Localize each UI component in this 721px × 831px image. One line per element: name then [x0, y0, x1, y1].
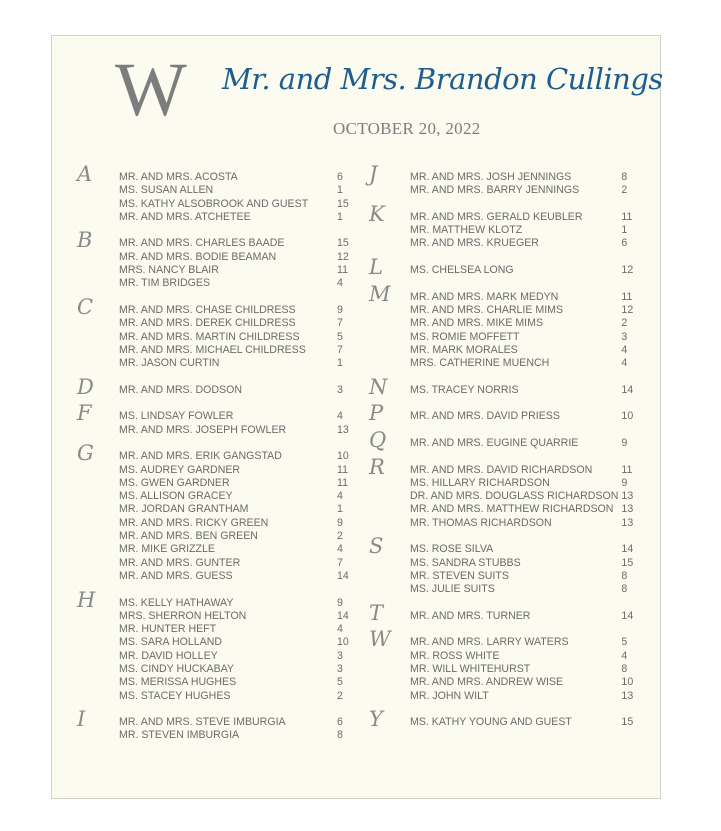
guest-name: MS. SARA HOLLAND	[119, 636, 223, 649]
guest-name: MR. THOMAS RICHARDSON	[410, 516, 552, 529]
guest-row	[369, 357, 641, 370]
guest-name: MS. HILLARY RICHARDSON	[410, 476, 550, 489]
table-number: 13	[621, 490, 634, 503]
guest-name: MR. AND MRS. RICKY GREEN	[119, 516, 269, 529]
table-number: 15	[337, 197, 349, 210]
table-number: 2	[621, 184, 628, 197]
guest-name: MR. AND MRS. BEN GREEN	[119, 530, 258, 543]
table-number: 4	[621, 343, 628, 356]
guest-name: MR. AND MRS. CHARLIE MIMS	[410, 303, 564, 316]
table-number: 6	[337, 716, 343, 729]
guest-name: MS. ROSE SILVA	[410, 543, 494, 556]
guest-row	[77, 597, 357, 610]
letter-group-p	[369, 401, 641, 426]
table-number: 9	[337, 516, 343, 529]
guest-row	[369, 384, 641, 397]
table-number: 3	[337, 662, 343, 675]
table-number: 8	[621, 569, 628, 582]
guest-name: MR. STEVEN IMBURGIA	[119, 729, 240, 742]
guest-row	[369, 304, 641, 317]
guest-row	[77, 557, 357, 570]
guest-name: MR. AND MRS. CHARLES BAADE	[119, 237, 285, 250]
table-number: 11	[621, 290, 633, 303]
guest-name: MR. AND MRS. ACOSTA	[119, 171, 238, 183]
letter-group-h	[77, 587, 357, 703]
guest-name: MS. CHELSEA LONG	[410, 264, 514, 277]
guest-name: MS. MERISSA HUGHES	[119, 676, 237, 689]
guest-row	[369, 184, 641, 197]
table-number: 5	[337, 330, 343, 343]
guest-row	[77, 251, 357, 264]
guest-name: MR. AND MRS. STEVE IMBURGIA	[119, 716, 286, 729]
table-number: 15	[621, 716, 634, 729]
letter-group-i	[77, 707, 357, 743]
letter-group-g	[77, 441, 357, 583]
guest-name: MR. AND MRS. MIKE MIMS	[410, 317, 544, 330]
table-number: 4	[337, 623, 343, 636]
letter-group-y	[369, 707, 641, 732]
table-number: 10	[337, 636, 349, 649]
letter-group-q	[369, 427, 641, 452]
guest-name: MR. AND MRS. MARK MEDYN	[410, 290, 559, 303]
guest-name: MR. HUNTER HEFT	[119, 623, 217, 636]
table-number: 10	[621, 676, 634, 689]
guest-row	[369, 331, 641, 344]
guest-row	[369, 557, 641, 570]
section-letter: Q	[369, 427, 387, 452]
guest-row	[369, 610, 641, 623]
table-number: 6	[621, 237, 628, 250]
guest-row	[369, 437, 641, 450]
guest-name: MR. AND MRS. DODSON	[119, 383, 243, 396]
table-number: 14	[337, 609, 349, 622]
table-number: 9	[337, 596, 343, 609]
guest-row	[77, 171, 357, 184]
guest-row	[369, 663, 641, 676]
guest-row	[369, 171, 641, 184]
guest-row	[369, 224, 641, 237]
guest-row	[369, 543, 641, 556]
guest-name: MR. AND MRS. BARRY JENNINGS	[410, 184, 580, 197]
table-number: 14	[621, 609, 634, 622]
page-title: Mr. and Mrs. Brandon Cullings	[222, 62, 663, 96]
guest-name: DR. AND MRS. DOUGLASS RICHARDSON	[410, 490, 619, 503]
guest-row	[77, 650, 357, 663]
section-letter: G	[77, 441, 94, 466]
guest-name: MR. AND MRS. JOSEPH FOWLER	[119, 423, 287, 436]
guest-name: MR. AND MRS. BODIE BEAMAN	[119, 250, 277, 263]
table-number: 12	[337, 250, 349, 263]
guest-name: MS. AUDREY GARDNER	[119, 463, 241, 476]
table-number: 1	[337, 357, 343, 370]
letter-group-m	[369, 281, 641, 371]
table-number: 10	[337, 450, 349, 463]
guest-row	[77, 424, 357, 437]
guest-row	[77, 517, 357, 530]
table-number: 3	[621, 330, 628, 343]
guest-name: MS. KELLY HATHAWAY	[119, 596, 234, 609]
guest-row	[369, 570, 641, 583]
letter-group-k	[369, 201, 641, 251]
guest-name: MR. ROSS WHITE	[410, 649, 500, 662]
table-number: 2	[337, 689, 343, 702]
guest-row	[77, 663, 357, 676]
table-number: 12	[621, 264, 634, 277]
guest-row	[369, 503, 641, 516]
section-letter: P	[369, 401, 384, 426]
guest-row	[369, 410, 641, 423]
guest-name: MR. AND MRS. LARRY WATERS	[410, 636, 569, 649]
table-number: 9	[621, 436, 628, 449]
guest-row	[77, 543, 357, 556]
guest-row	[369, 676, 641, 689]
guest-name: MR. AND MRS. ERIK GANGSTAD	[119, 450, 282, 463]
guest-row	[77, 623, 357, 636]
guest-name: MR. AND MRS. ANDREW WISE	[410, 676, 564, 689]
table-number: 14	[337, 569, 349, 582]
table-number: 13	[621, 689, 634, 702]
left-column	[77, 162, 357, 756]
table-number: 8	[337, 729, 343, 742]
table-number: 8	[621, 171, 628, 183]
guest-row	[77, 530, 357, 543]
guest-name: MR. AND MRS. GERALD KEUBLER	[410, 210, 583, 223]
guest-row	[77, 331, 357, 344]
guest-name: MS. SUSAN ALLEN	[119, 184, 214, 197]
section-letter: B	[77, 228, 93, 253]
guest-row	[77, 344, 357, 357]
guest-name: MR. STEVEN SUITS	[410, 569, 509, 582]
letter-group-n	[369, 374, 641, 399]
section-letter: I	[77, 707, 86, 732]
section-letter: H	[77, 587, 96, 612]
guest-row	[77, 503, 357, 516]
guest-row	[369, 211, 641, 224]
table-number: 4	[621, 649, 628, 662]
section-letter: C	[77, 294, 94, 319]
table-number: 11	[337, 463, 348, 476]
guest-row	[77, 676, 357, 689]
guest-name: MS. CINDY HUCKABAY	[119, 662, 234, 675]
guest-name: MR. AND MRS. GUNTER	[119, 556, 241, 569]
table-number: 12	[621, 303, 634, 316]
table-number: 10	[621, 410, 634, 423]
letter-group-d	[77, 374, 357, 399]
guest-name: MR. AND MRS. MARTIN CHILDRESS	[119, 330, 300, 343]
guest-name: MRS. NANCY BLAIR	[119, 264, 219, 277]
guest-name: MR. WILL WHITEHURST	[410, 662, 531, 675]
section-letter: J	[369, 162, 378, 186]
guest-row	[77, 464, 357, 477]
guest-name: MR. TIM BRIDGES	[119, 277, 211, 290]
table-number: 14	[621, 543, 634, 556]
guest-name: MR. AND MRS. MICHAEL CHILDRESS	[119, 343, 306, 356]
table-number: 1	[621, 224, 628, 237]
guest-row	[77, 384, 357, 397]
guest-row	[77, 317, 357, 330]
section-letter: K	[369, 201, 385, 226]
letter-group-j	[369, 162, 641, 198]
guest-name: MS. STACEY HUGHES	[119, 689, 231, 702]
letter-group-a	[77, 162, 357, 224]
guest-row	[77, 237, 357, 250]
guest-row	[369, 716, 641, 729]
section-letter: M	[369, 281, 391, 306]
guest-row	[77, 304, 357, 317]
guest-name: MR. JASON CURTIN	[119, 357, 220, 370]
guest-row	[77, 184, 357, 197]
guest-row	[369, 650, 641, 663]
guest-row	[369, 517, 641, 530]
monogram: W	[115, 48, 187, 132]
table-number: 11	[621, 210, 633, 223]
table-number: 1	[337, 210, 343, 223]
guest-name: MR. MIKE GRIZZLE	[119, 543, 215, 556]
guest-row	[77, 729, 357, 742]
right-column	[369, 162, 641, 743]
guest-row	[77, 636, 357, 649]
guest-name: MS. TRACEY NORRIS	[410, 383, 519, 396]
guest-row	[77, 410, 357, 423]
guest-row	[77, 477, 357, 490]
table-number: 15	[337, 237, 349, 250]
guest-name: MS. KATHY YOUNG AND GUEST	[410, 716, 572, 729]
guest-name: MRS. SHERRON HELTON	[119, 609, 247, 622]
table-number: 4	[621, 357, 628, 370]
section-letter: S	[369, 534, 384, 559]
guest-row	[77, 198, 357, 211]
letter-group-s	[369, 534, 641, 596]
table-number: 7	[337, 556, 343, 569]
event-date: OCTOBER 20, 2022	[333, 119, 481, 138]
table-number: 4	[337, 277, 343, 290]
guest-name: MR. JORDAN GRANTHAM	[119, 503, 249, 516]
table-number: 13	[337, 423, 349, 436]
letter-group-c	[77, 294, 357, 370]
table-number: 1	[337, 503, 343, 516]
section-letter: T	[369, 600, 384, 625]
guest-name: MR. AND MRS. EUGINE QUARRIE	[410, 436, 579, 449]
table-number: 3	[337, 649, 343, 662]
letter-group-t	[369, 600, 641, 625]
guest-name: MS. ALLISON GRACEY	[119, 490, 233, 503]
guest-row	[77, 357, 357, 370]
section-letter: L	[369, 255, 383, 280]
guest-name: MRS. CATHERINE MUENCH	[410, 357, 550, 370]
guest-name: MR. AND MRS. JOSH JENNINGS	[410, 171, 572, 183]
guest-name: MR. DAVID HOLLEY	[119, 649, 218, 662]
table-number: 14	[621, 383, 634, 396]
guest-name: MR. MATTHEW KLOTZ	[410, 224, 523, 237]
guest-row	[369, 583, 641, 596]
guest-name: MR. AND MRS. DAVID RICHARDSON	[410, 463, 593, 476]
guest-name: MR. AND MRS. GUESS	[119, 569, 233, 582]
letter-group-w	[369, 627, 641, 702]
section-letter: W	[369, 627, 391, 652]
guest-row	[77, 690, 357, 703]
table-number: 4	[337, 543, 343, 556]
guest-name: MS. LINDSAY FOWLER	[119, 410, 234, 423]
table-number: 8	[621, 583, 628, 596]
guest-row	[77, 716, 357, 729]
guest-name: MR. AND MRS. DEREK CHILDRESS	[119, 317, 296, 330]
table-number: 9	[337, 303, 343, 316]
guest-row	[369, 344, 641, 357]
table-number: 13	[621, 503, 634, 516]
guest-row	[77, 450, 357, 463]
table-number: 8	[621, 662, 628, 675]
guest-row	[77, 264, 357, 277]
table-number: 5	[337, 676, 343, 689]
guest-row	[77, 211, 357, 224]
guest-name: MR. MARK MORALES	[410, 343, 518, 356]
section-letter: D	[77, 374, 94, 399]
section-letter: F	[77, 401, 92, 426]
guest-name: MR. AND MRS. MATTHEW RICHARDSON	[410, 503, 614, 516]
guest-row	[369, 317, 641, 330]
letter-group-l	[369, 255, 641, 280]
section-letter: N	[369, 374, 388, 399]
section-letter: A	[77, 162, 93, 186]
table-number: 2	[621, 317, 628, 330]
guest-name: MR. AND MRS. DAVID PRIESS	[410, 410, 560, 423]
table-number: 2	[337, 530, 343, 543]
guest-row	[369, 291, 641, 304]
guest-name: MR. AND MRS. CHASE CHILDRESS	[119, 303, 296, 316]
letter-group-f	[77, 401, 357, 437]
guest-name: MR. AND MRS. KRUEGER	[410, 237, 539, 250]
table-number: 5	[621, 636, 628, 649]
guest-row	[77, 610, 357, 623]
table-number: 4	[337, 490, 343, 503]
guest-row	[369, 690, 641, 703]
guest-name: MS. GWEN GARDNER	[119, 476, 230, 489]
section-letter: R	[369, 454, 385, 479]
table-number: 13	[621, 516, 634, 529]
table-number: 9	[621, 476, 628, 489]
guest-name: MS. ROMIE MOFFETT	[410, 330, 520, 343]
guest-row	[369, 636, 641, 649]
table-number: 1	[337, 184, 343, 197]
guest-name: MR. JOHN WILT	[410, 689, 489, 702]
letter-group-r	[369, 454, 641, 530]
guest-row	[369, 264, 641, 277]
guest-name: MS. SANDRA STUBBS	[410, 556, 521, 569]
guest-name: MR. AND MRS. TURNER	[410, 609, 531, 622]
table-number: 7	[337, 317, 343, 330]
letter-group-b	[77, 228, 357, 290]
guest-row	[77, 570, 357, 583]
section-letter: Y	[369, 707, 383, 732]
table-number: 11	[337, 264, 348, 277]
table-number: 15	[621, 556, 634, 569]
table-number: 7	[337, 343, 343, 356]
table-number: 3	[337, 383, 343, 396]
guest-name: MR. AND MRS. ATCHETEE	[119, 210, 251, 223]
table-number: 11	[621, 463, 633, 476]
guest-row	[369, 490, 641, 503]
table-number: 6	[337, 171, 343, 183]
guest-row	[77, 277, 357, 290]
guest-row	[369, 477, 641, 490]
guest-row	[369, 464, 641, 477]
guest-name: MS. JULIE SUITS	[410, 583, 495, 596]
guest-row	[77, 490, 357, 503]
guest-name: MS. KATHY ALSOBROOK AND GUEST	[119, 197, 309, 210]
table-number: 4	[337, 410, 343, 423]
table-number: 11	[337, 476, 348, 489]
guest-row	[369, 237, 641, 250]
